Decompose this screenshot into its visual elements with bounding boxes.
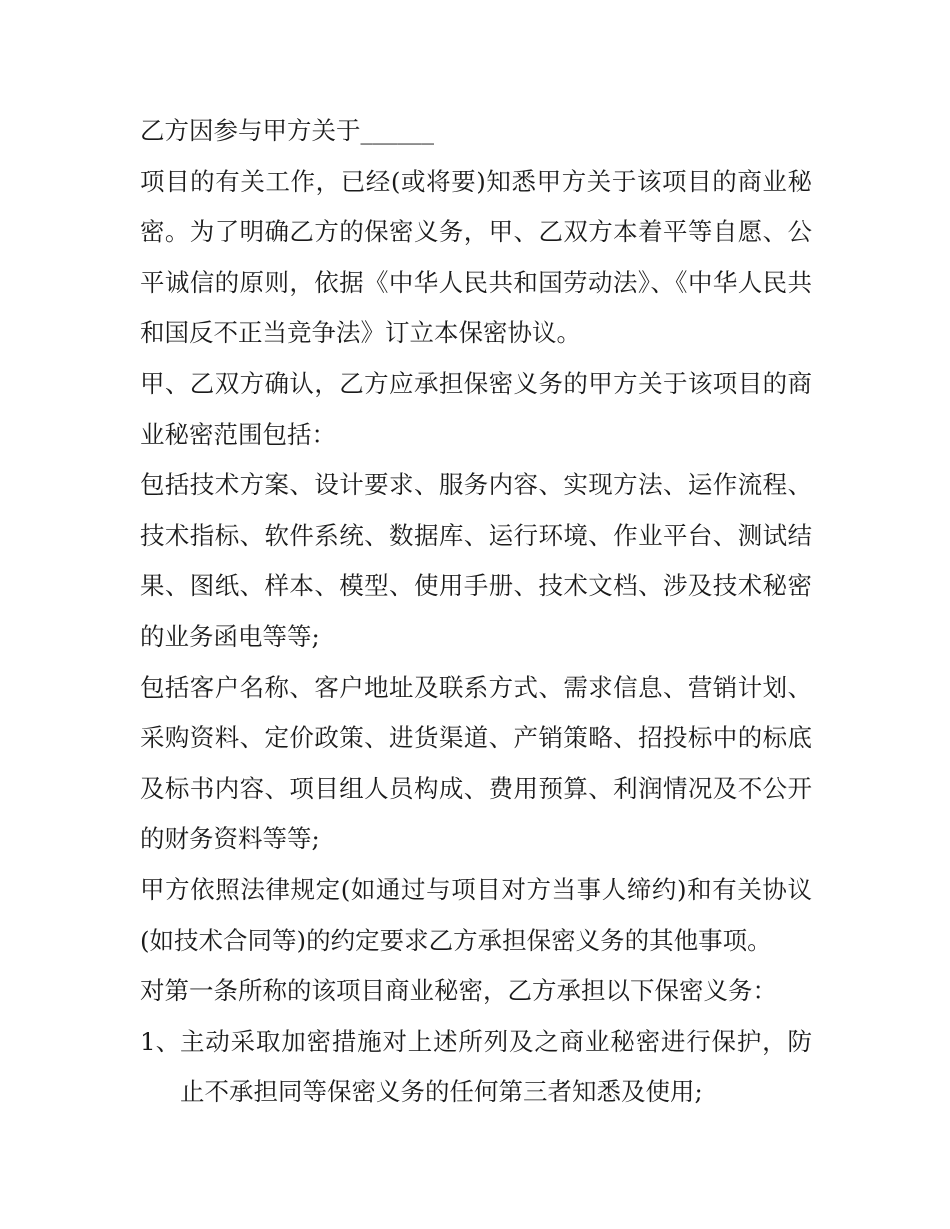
obligations-heading-paragraph: 对第一条所称的该项目商业秘密，乙方承担以下保密义务： (140, 976, 777, 1006)
other-matters-paragraph: 甲方依照法律规定(如通过与项目对方当事人缔约)和有关协议(如技术合同等)的约定要求乙方承担保密义务的其他事项。 (140, 874, 812, 955)
list-item-number: 1、 (140, 1026, 181, 1056)
technical-secrets-paragraph: 包括技术方案、设计要求、服务内容、实现方法、运作流程、技术指标、软件系统、数据库、运行环境、作业平台、测试结果、图纸、样本、模型、使用手册、技术文档、涉及技术秘密的业务函电等等; (140, 470, 812, 651)
project-intro-line: 乙方因参与甲方关于______ (140, 116, 434, 145)
obligation-list-item (140, 1017, 812, 1118)
purpose-paragraph: 项目的有关工作，已经(或将要)知悉甲方关于该项目的商业秘密。为了明确乙方的保密义务，甲、乙双方本着平等自愿、公平诚信的原则，依据《中华人民共和国劳动法》、《中华人民共和国反不正当竞争法》订立本保密协议。 (140, 166, 812, 348)
list-item-text: 主动采取加密措施对上述所列及之商业秘密进行保护，防止不承担同等保密义务的任何第三者知悉及使用; (180, 1026, 812, 1107)
scope-confirmation-paragraph: 甲、乙双方确认，乙方应承担保密义务的甲方关于该项目的商业秘密范围包括： (140, 368, 812, 449)
business-secrets-paragraph: 包括客户名称、客户地址及联系方式、需求信息、营销计划、采购资料、定价政策、进货渠道、产销策略、招投标中的标底及标书内容、项目组人员构成、费用预算、利润情况及不公开的财务资料等等; (140, 672, 812, 854)
document-body (140, 106, 812, 1118)
